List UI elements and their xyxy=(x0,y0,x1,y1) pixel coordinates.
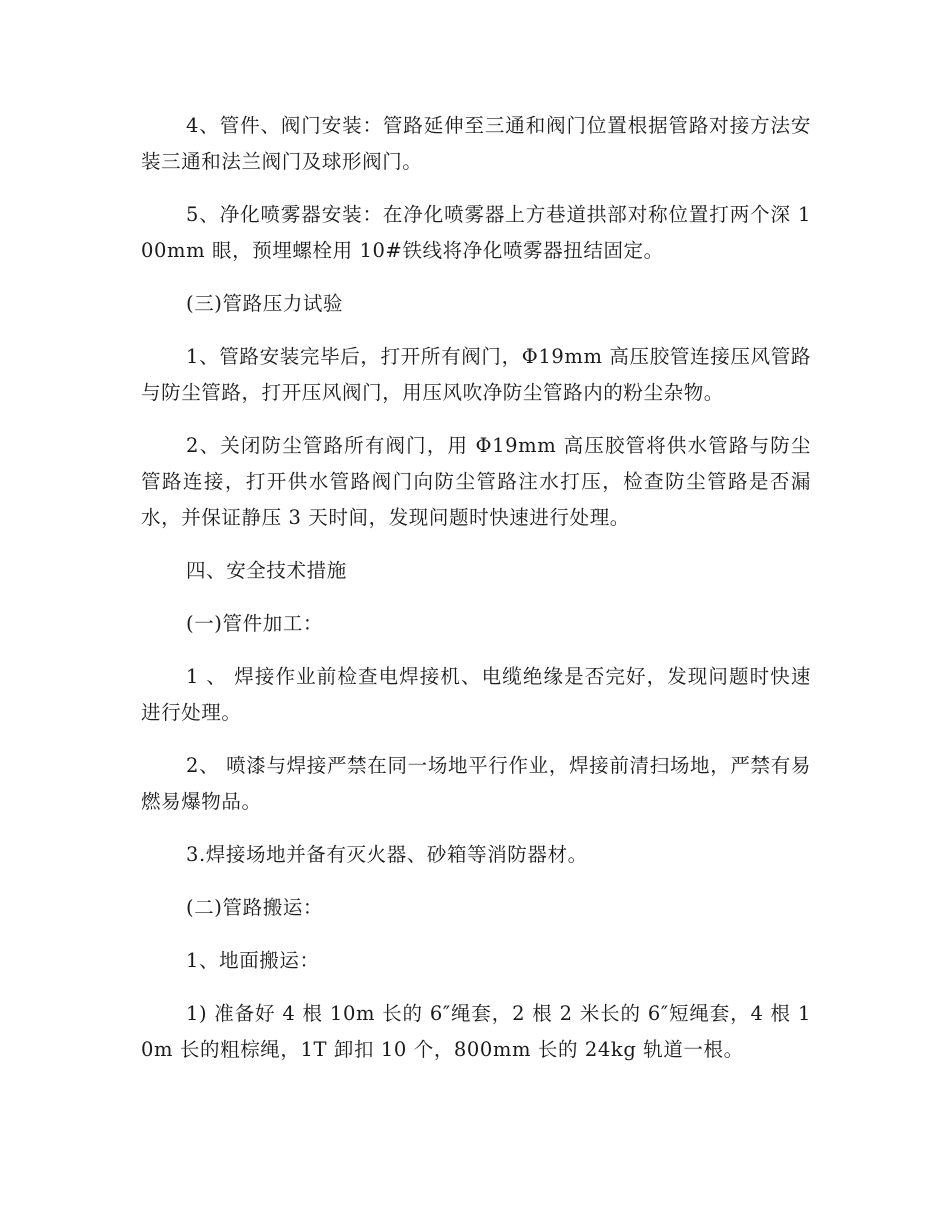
section-heading-pressure-test: (三)管路压力试验 xyxy=(186,292,344,315)
paragraph-fitting-valve-install: 4、管件、阀门安装：管路延伸至三通和阀门位置根据管路对接方法安装三通和法兰阀门及球形阀门。 xyxy=(141,114,811,173)
document-page xyxy=(141,108,811,1085)
paragraph-painting-welding: 2、 喷漆与焊接严禁在同一场地平行作业，焊接前清扫场地，严禁有易燃易爆物品。 xyxy=(141,754,811,813)
paragraph-pressure-test-step-1: 1、管路安装完毕后，打开所有阀门，Φ19mm 高压胶管连接压风管路与防尘管路，打开压风阀门，用压风吹净防尘管路内的粉尘杂物。 xyxy=(141,345,811,404)
paragraph-ground-transport: 1、地面搬运： xyxy=(186,949,320,972)
subsection-heading-fitting-processing: (一)管件加工： xyxy=(186,612,324,635)
paragraph-welding-check: 1 、 焊接作业前检查电焊接机、电缆绝缘是否完好，发现问题时快速进行处理。 xyxy=(141,665,811,724)
paragraph-fire-equipment: 3.焊接场地并备有灭火器、砂箱等消防器材。 xyxy=(186,843,588,866)
section-heading-safety-measures: 四、安全技术措施 xyxy=(186,559,347,582)
paragraph-transport-preparation: 1) 准备好 4 根 10m 长的 6″绳套，2 根 2 米长的 6″短绳套，4 根 10m 长的粗棕绳，1T 卸扣 10 个，800mm 长的 24kg 轨道一根。 xyxy=(141,1002,811,1061)
subsection-heading-pipe-transport: (二)管路搬运： xyxy=(186,896,324,919)
paragraph-sprayer-install: 5、净化喷雾器安装：在净化喷雾器上方巷道拱部对称位置打两个深 100mm 眼，预埋螺栓用 10#铁线将净化喷雾器扭结固定。 xyxy=(141,203,811,262)
paragraph-pressure-test-step-2: 2、关闭防尘管路所有阀门，用 Φ19mm 高压胶管将供水管路与防尘管路连接，打开供水管路阀门向防尘管路注水打压，检查防尘管路是否漏水，并保证静压 3 天时间，发现问题时快速进行处理。 xyxy=(141,434,811,529)
